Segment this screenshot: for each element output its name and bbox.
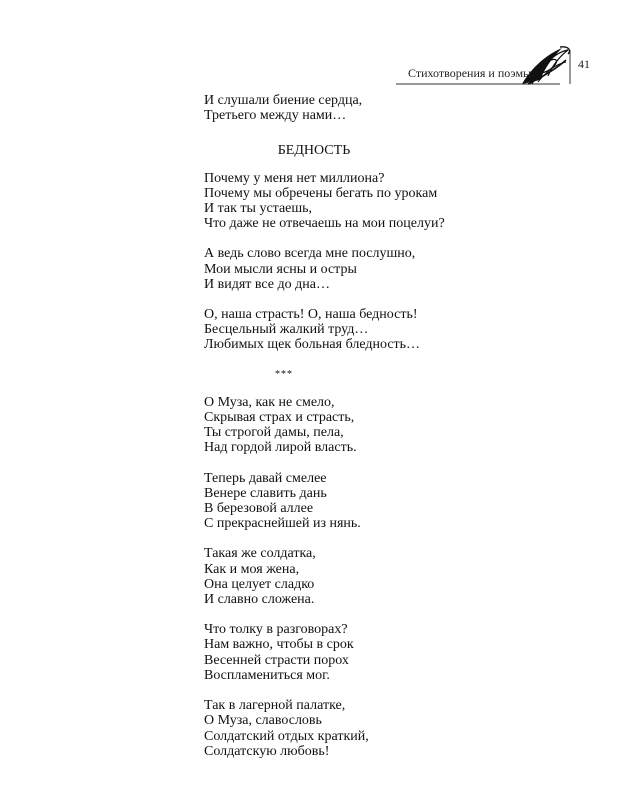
verse-line: А ведь слово всегда мне послушно, [204,246,416,262]
verse-line: Мои мысли ясны и остры [204,261,357,277]
poem2-stanza-1 [204,395,584,456]
verse-line: Нам важно, чтобы в срок [204,637,354,653]
verse-line: Солдатскую любовь! [204,743,330,759]
verse-line: Так в лагерной палатке, [204,698,346,714]
verse-line: О, наша страсть! О, наша бедность! [204,307,418,323]
verse-line: Теперь давай смелее [204,470,327,486]
poem1-stanza-2 [204,246,584,292]
poem2-stanza-2 [204,471,584,532]
page-number: 41 [578,57,590,71]
intro-stanza [204,93,584,123]
verse-line: Она целует сладко [204,576,315,592]
poem-title: БЕДНОСТЬ [277,143,351,159]
verse-line: Третьего между нами… [204,108,347,124]
verse-line: И так ты устаешь, [204,201,313,217]
page-body [204,93,584,759]
verse-line: Бесцельный жалкий труд… [204,322,369,338]
verse-line: Весенней страсти порох [204,652,349,668]
verse-line: Ты строгой дамы, пела, [204,425,344,441]
verse-line: И видят все до дна… [204,276,330,292]
poem-separator: *** [275,368,293,380]
poem2-stanza-5 [204,698,584,759]
verse-line: Почему мы обречены бегать по урокам [204,185,438,201]
verse-line: Воспламениться мог. [204,667,330,683]
verse-line: О Муза, как не смело, [204,394,335,410]
verse-line: И славно сложена. [204,592,315,608]
poem2-stanza-4 [204,622,584,683]
header-ornament-icon [0,0,628,90]
verse-line: Солдатский отдых краткий, [204,728,369,744]
verse-line: О Муза, славословь [204,713,322,729]
verse-line: Как и моя жена, [204,561,300,577]
poem1-stanza-3 [204,307,584,353]
verse-line: Венере славить дань [204,485,327,501]
verse-line: Что даже не отвечаешь на мои поцелуи? [204,216,445,232]
verse-line: В березовой аллее [204,501,314,517]
verse-line: Такая же солдатка, [204,546,316,562]
verse-line: Почему у меня нет миллиона? [204,170,385,186]
verse-line: Скрывая страх и страсть, [204,410,355,426]
poem1-stanza-1 [204,171,584,232]
verse-line: Над гордой лирой власть. [204,440,357,456]
running-title: Стихотворения и поэмы [408,66,532,80]
verse-line: Что толку в разговорах? [204,622,348,638]
verse-line: С прекраснейшей из нянь. [204,516,361,532]
verse-line: Любимых щек больная бледность… [204,337,421,353]
verse-line: И слушали биение сердца, [204,93,363,108]
poem2-stanza-3 [204,546,584,607]
page-header [0,0,628,90]
